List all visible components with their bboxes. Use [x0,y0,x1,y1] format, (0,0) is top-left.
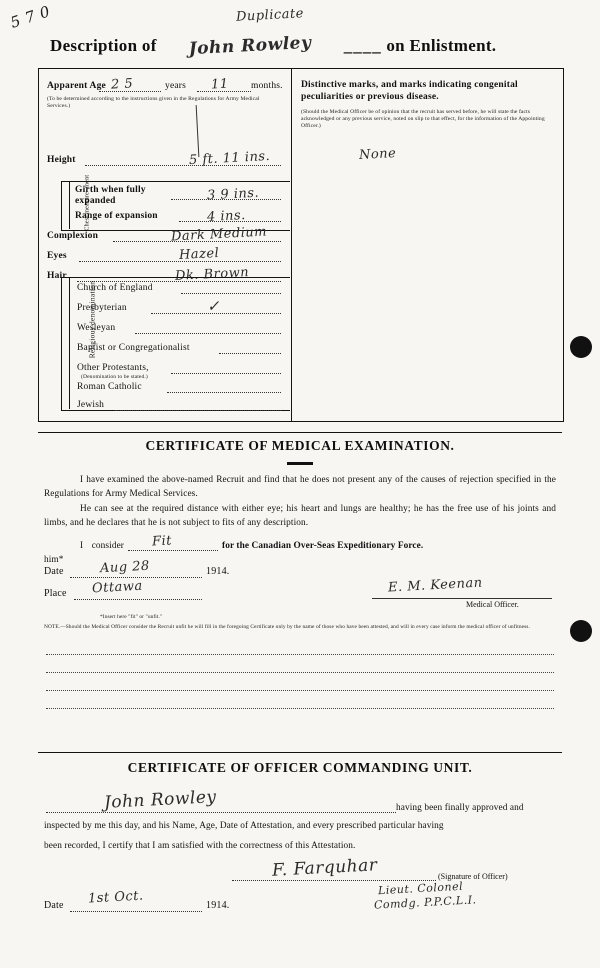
commanding-heading: CERTIFICATE OF OFFICER COMMANDING UNIT. [127,760,473,775]
film-sprocket-dot-1 [570,336,592,358]
height-leader [85,165,281,166]
blank-line-3 [46,690,554,691]
religion-leader-3 [219,353,281,354]
page-title [50,32,550,60]
medical-date-leader [70,577,202,578]
medical-fitness-value: Fit [151,533,173,550]
eyes-value: Hazel [178,245,220,264]
apparent-age-label: Apparent Age [47,81,106,91]
hair-value: Dk. Brown [174,265,250,284]
blank-line-1 [46,654,554,655]
medical-footnote-long: NOTE.—Should the Medical Officer consider the Recruit unfit he will fill in the foregoing Certificate only by the name of those who have been attested, and will in every case inform the medical officer of unfitness. [44,624,530,630]
medical-officer-caption: Medical Officer. [466,600,519,609]
commanding-line-2: inspected by me this day, and his Name, Age, Date of Attestation, and every prescribed particular having [44,821,444,831]
film-sprocket-dot-2 [570,620,592,642]
marks-note: (Should the Medical Officer be of opinion that the recruit has served before, he will state the facts acknowledged or any previous service, noted on slip to that effect, for the information of the Appointing Officer.) [301,109,545,129]
medical-place-leader [74,599,202,600]
height-label: Height [47,155,76,165]
chest-rot-wrap [61,174,91,231]
medical-heading: CERTIFICATE OF MEDICAL EXAMINATION. [145,438,455,453]
religion-item-1: Presbyterian [77,303,127,313]
medical-date-label: Date [44,566,64,577]
religion-item-4: Other Protestants, [77,363,149,373]
blank-line-2 [46,672,554,673]
age-years-value: 2 5 [110,76,134,93]
hair-label: Hair [47,271,67,281]
medical-date-value: Aug 28 [99,558,151,577]
expansion-label: Range of expansion [75,211,158,221]
commanding-rank-line-1: Lieut. Colonel [377,879,464,898]
age-months-value: 11 [210,76,229,93]
religion-leader-4 [171,373,281,374]
medical-footnote-star: *Insert here "fit" or "unfit." [100,614,163,620]
religion-label: Religious denomination [87,280,97,359]
title-name-value: John Rowley [188,32,313,60]
box-divider [291,69,292,421]
age-bracket-mark [196,105,201,157]
age-note: (To be determined according to the instructions given in the Regulations for Army Medical Services.) [47,96,260,109]
age-years-unit: years [165,81,187,91]
description-box [38,68,564,422]
commanding-line-3: been recorded, I certify that I am satisfied with the correctness of this Attestation. [44,841,356,851]
medical-para-3-post: for the Canadian Over-Seas Expeditionary Force. [222,541,424,551]
religion-item-5: Roman Catholic [77,382,142,392]
commanding-signature-leader [232,880,436,881]
religion-item-0: Church of England [77,283,153,293]
medical-signature-line [372,598,552,599]
medical-place-label: Place [44,588,67,599]
commanding-date-year: 1914. [206,900,230,911]
commanding-signature-caption: (Signature of Officer) [438,872,508,881]
medical-date-year: 1914. [206,566,230,577]
marks-heading: Distinctive marks, and marks indicating congenital peculiarities or previous disease. [301,80,518,103]
expansion-value: 4 ins. [206,207,247,226]
medical-para-3-pre: I consider him* [44,541,124,565]
medical-signature-value: E. M. Keenan [387,575,483,596]
commanding-date-label: Date [44,900,64,911]
title-prefix: Description of [50,36,157,55]
title-suffix: on Enlistment. [386,36,497,55]
eyes-label: Eyes [47,251,67,261]
girth-label: Girth when fully expanded [75,185,146,206]
commanding-date-value: 1st Oct. [87,888,144,907]
commanding-name-leader [46,812,396,813]
age-months-unit: months. [251,81,283,91]
religion-leader-0 [181,293,281,294]
title-leader-dots: ____ [343,36,382,55]
medical-section-rule [38,432,562,433]
medical-heading-dash [287,462,313,465]
religion-item-6: Jewish [77,400,105,410]
blank-line-4 [46,708,554,709]
girth-value: 3 9 ins. [206,185,260,204]
religion-check-mark: ✓ [206,296,221,316]
religion-leader-6 [115,410,281,411]
medical-para-2: He can see at the required distance with either eye; his heart and lungs are healthy; he has the free use of his joints and limbs, and he declares that he is not subject to fits of any description. [44,504,556,528]
marks-value: None [358,146,397,163]
complexion-label: Complexion [47,231,99,241]
duplicate-stamp: Duplicate [235,6,305,25]
medical-fitness-leader [128,550,218,551]
religion-item-3: Baptist or Congregationalist [77,343,190,353]
commanding-rank-line-2: Comdg. P.P.C.L.I. [373,893,477,912]
commanding-name-value: John Rowley [103,787,217,813]
religion-item-2: Wesleyan [77,323,116,333]
height-value: 5 ft. 11 ins. [188,148,271,169]
religion-leader-5 [167,392,281,393]
commanding-date-leader [70,911,202,912]
religion-leader-2 [135,333,281,334]
other-protestants-note: (Denomination to be stated.) [81,374,148,380]
commanding-line-1-tail: having been finally approved and [396,803,524,813]
chest-measure-label: Chest measure- ment [83,174,91,231]
commanding-signature-value: F. Farquhar [271,855,378,881]
commanding-section-rule [38,752,562,753]
archival-margin-mark: 5 7 0 [8,2,53,32]
complexion-value: Dark Medium [170,224,268,245]
medical-place-value: Ottawa [91,578,144,597]
medical-para-1: I have examined the above-named Recruit and find that he does not present any of the causes of rejection specified in the Regulations for Army Medical Services. [44,475,556,499]
